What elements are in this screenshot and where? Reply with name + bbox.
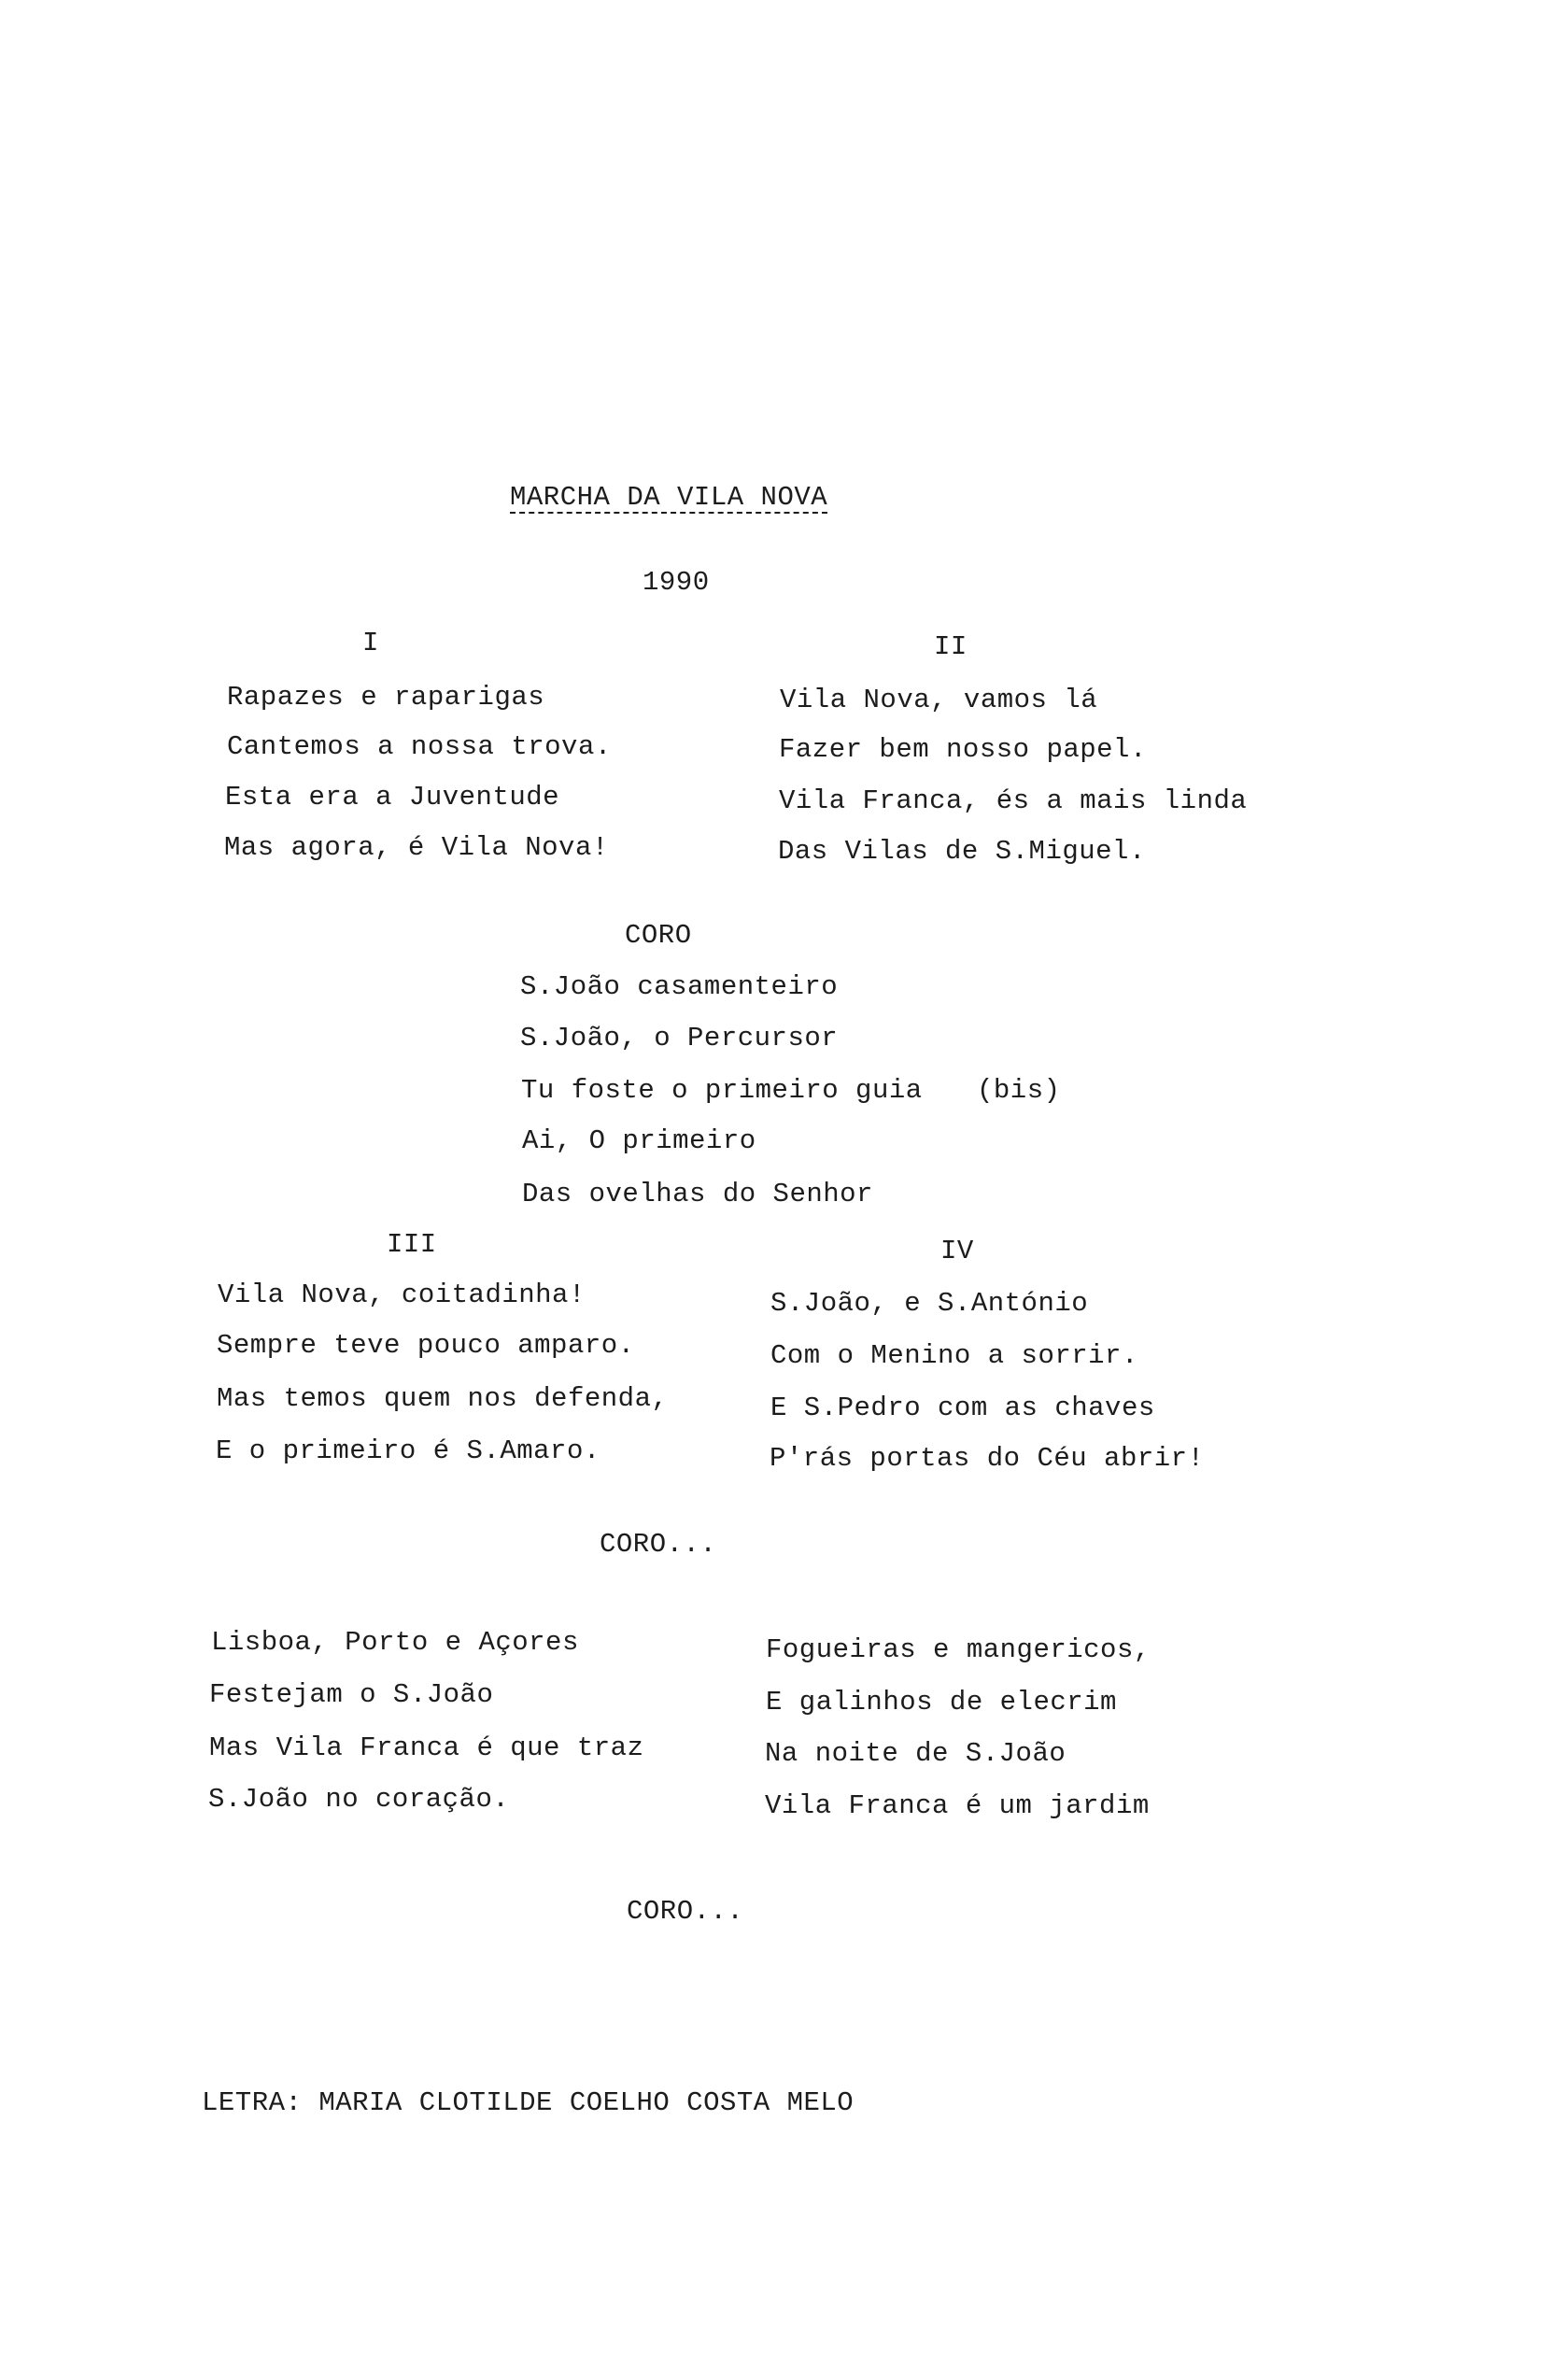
chorus-repeat-note: (bis) <box>977 1075 1061 1106</box>
stanza-6-line: Vila Franca é um jardim <box>765 1790 1150 1821</box>
chorus-line: Das ovelhas do Senhor <box>522 1179 873 1209</box>
lyrics-credit: LETRA: MARIA CLOTILDE COELHO COSTA MELO <box>202 2087 855 2118</box>
stanza-3-line: Sempre teve pouco amparo. <box>217 1330 635 1361</box>
chorus-line: S.João casamenteiro <box>520 971 839 1002</box>
stanza-2-line: Vila Franca, és a mais linda <box>779 785 1248 816</box>
stanza-2-line: Das Vilas de S.Miguel. <box>778 836 1146 867</box>
stanza-4-numeral: IV <box>940 1236 974 1266</box>
chorus-heading: CORO <box>625 920 692 951</box>
chorus-reference: CORO... <box>600 1529 717 1560</box>
stanza-1-line: Rapazes e raparigas <box>227 682 545 713</box>
stanza-4-line: E S.Pedro com as chaves <box>770 1393 1155 1423</box>
stanza-1-line: Mas agora, é Vila Nova! <box>224 832 609 863</box>
stanza-5-line: S.João no coração. <box>208 1784 510 1815</box>
stanza-1-line: Esta era a Juventude <box>225 782 560 813</box>
stanza-3-line: E o primeiro é S.Amaro. <box>216 1435 600 1466</box>
chorus-line: Tu foste o primeiro guia <box>521 1075 923 1106</box>
stanza-2-numeral: II <box>934 631 968 662</box>
chorus-line: Ai, O primeiro <box>522 1125 756 1156</box>
stanza-2-line: Fazer bem nosso papel. <box>779 734 1147 765</box>
stanza-4-line: S.João, e S.António <box>770 1288 1089 1319</box>
stanza-1-numeral: I <box>362 628 379 658</box>
stanza-2-line: Vila Nova, vamos lá <box>780 685 1098 715</box>
chorus-line: S.João, o Percursor <box>520 1023 839 1053</box>
stanza-3-line: Vila Nova, coitadinha! <box>218 1279 586 1310</box>
stanza-3-line: Mas temos quem nos defenda, <box>217 1383 669 1414</box>
stanza-4-line: P'rás portas do Céu abrir! <box>770 1443 1205 1474</box>
chorus-reference: CORO... <box>627 1896 744 1927</box>
stanza-5-line: Festejam o S.João <box>209 1679 494 1710</box>
stanza-1-line: Cantemos a nossa trova. <box>227 731 612 762</box>
stanza-5-line: Mas Vila Franca é que traz <box>209 1732 644 1763</box>
stanza-4-line: Com o Menino a sorrir. <box>770 1340 1138 1371</box>
year: 1990 <box>643 567 710 598</box>
stanza-6-line: E galinhos de elecrim <box>766 1687 1117 1718</box>
stanza-3-numeral: III <box>387 1229 437 1260</box>
stanza-6-line: Na noite de S.João <box>765 1738 1067 1769</box>
stanza-6-line: Fogueiras e mangericos, <box>766 1634 1151 1665</box>
stanza-5-line: Lisboa, Porto e Açores <box>211 1627 579 1658</box>
page-title: MARCHA DA VILA NOVA <box>510 482 828 513</box>
